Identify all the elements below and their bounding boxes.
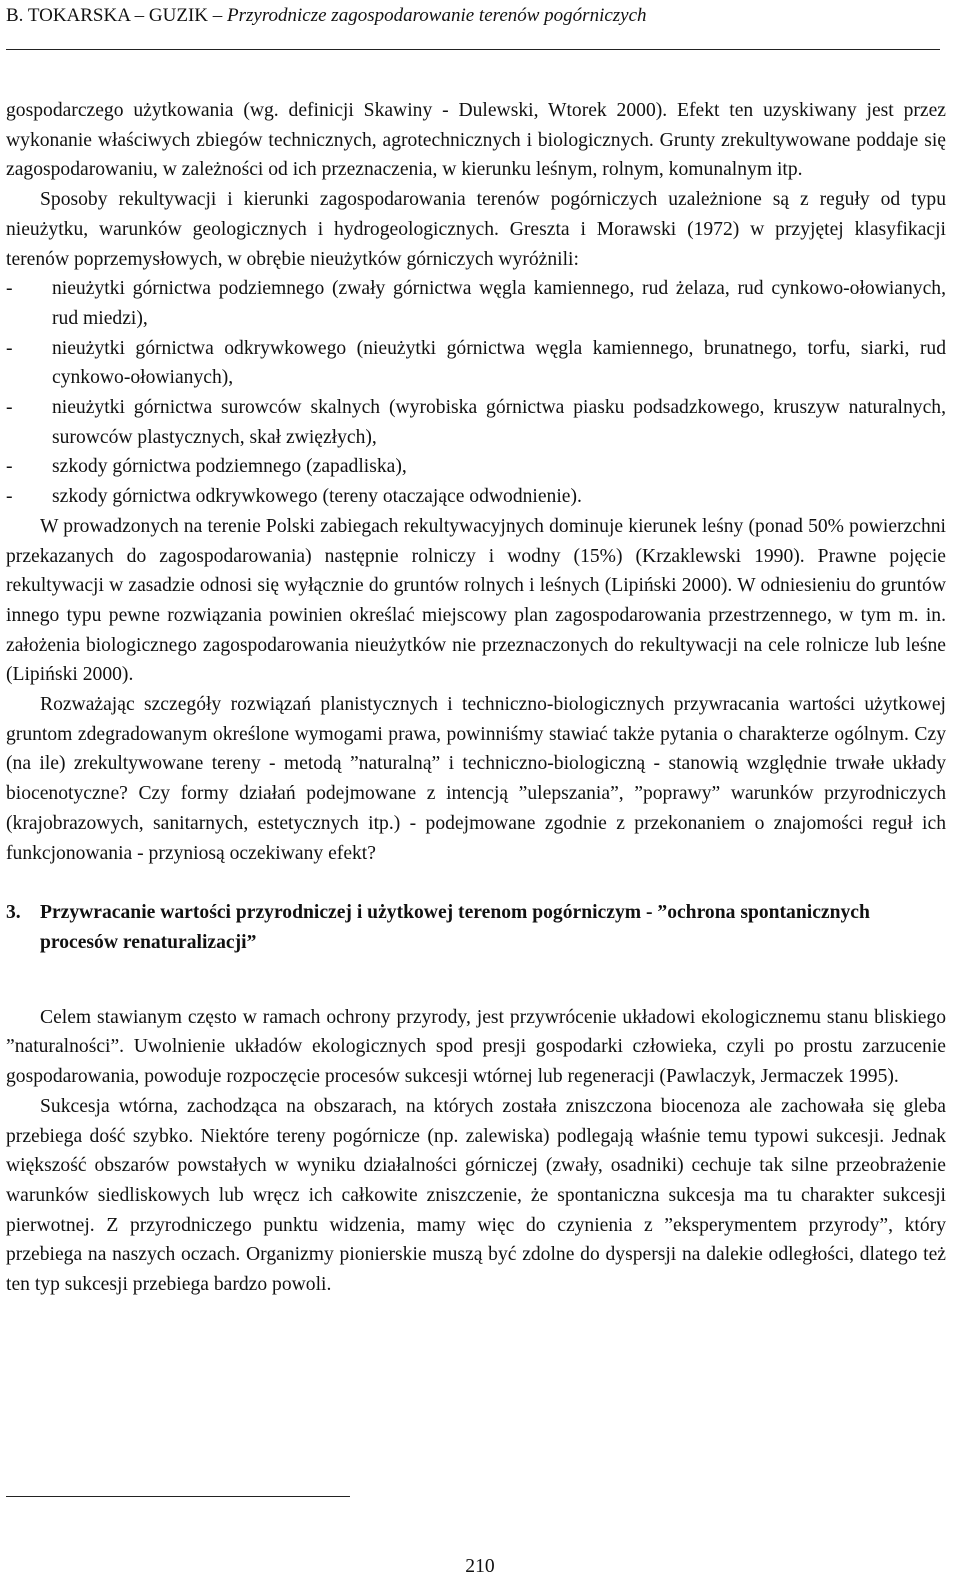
- list-item-text: szkody górnictwa odkrywkowego (tereny otaczające odwodnienie).: [52, 486, 582, 508]
- paragraph: Sposoby rekultywacji i kierunki zagospodarowania terenów pogórniczych uzależnione są z reguły od typu nieużytku, warunków geologicznych i hydrogeologicznych. Greszta i Morawski (1972) w przyjętej klasyfikacji terenów poprzemysłowych, w obrębie nieużytków górniczych wyróżnili:: [6, 189, 946, 270]
- list-item-text: szkody górnictwa podziemnego (zapadliska),: [52, 456, 407, 478]
- footer-rule: [6, 1496, 350, 1497]
- section-number: 3.: [6, 902, 21, 924]
- paragraph: Sukcesja wtórna, zachodząca na obszarach, na których została zniszczona biocenoza ale zachowała się gleba przebiega dość szybko. Niektóre tereny pogórnicze (np. zalewiska) podlegają właśnie temu typowi sukcesji. Jednak większość obszarów powstałych w wyniku działalności górniczej (zwały, osadniki) cechuje tak silne przeobrażenie warunków siedliskowych lub wręcz ich całkowite zniszczenie, że spontaniczna sukcesja ma tu charakter sukcesji pierwotnej. Z przyrodniczego punktu widzenia, mamy więc do czynienia z ”eksperymentem przyrody”, który przebiega na naszych oczach. Organizmy pionierskie muszą być zdolne do dyspersji na dalekie odległości, dlatego też ten typ sukcesji przebiega bardzo powoli.: [6, 1095, 946, 1296]
- list-item-text: nieużytki górnictwa podziemnego (zwały górnictwa węgla kamiennego, rud żelaza, rud cynkowo-ołowianych, rud miedzi),: [52, 278, 946, 329]
- section-title: Przywracanie wartości przyrodniczej i użytkowej terenom pogórniczym - ”ochrona spontanicznych procesów renaturalizacji”: [40, 902, 870, 953]
- header-authors: B. TOKARSKA – GUZIK –: [6, 5, 227, 26]
- list-dash: -: [6, 397, 13, 419]
- list-item: [6, 452, 946, 482]
- spacer: [6, 958, 946, 1003]
- list-dash: -: [6, 337, 13, 359]
- header-rule: [6, 49, 940, 50]
- running-header: [6, 4, 647, 28]
- list-dash: -: [6, 278, 13, 300]
- paragraph: W prowadzonych na terenie Polski zabiegach rekultywacyjnych dominuje kierunek leśny (ponad 50% powierzchni przekazanych do zagospodarowania) następnie rolniczy i wodny (15%) (Krzaklewski 1990). Prawne pojęcie rekultywacji w zasadzie odnosi się wyłącznie do gruntów rolnych i leśnych (Lipiński 2000). W odniesieniu do gruntów innego typu pewne rozwiązania powinien określać miejscowy plan zagospodarowania przestrzennego, w tym m. in. założenia biologicznego zagospodarowania nieużytków nie przeznaczonych do rekultywacji na cele rolnicze lub leśne (Lipiński 2000).: [6, 515, 946, 686]
- classification-list: [6, 274, 946, 512]
- paragraph: Rozważając szczegóły rozwiązań planistycznych i techniczno-biologicznych przywracania wartości użytkowej gruntom zdegradowanym określone wymogami prawa, powinniśmy stawiać także pytania o charakterze ogólnym. Czy (na ile) zrekultywowane tereny - metodą ”naturalną” i techniczno-biologiczną - stanowią względnie trwałe układy biocenotyczne? Czy formy działań podejmowane z intencją ”ulepszania”, ”poprawy” warunków przyrodniczych (krajobrazowych, sanitarnych, estetycznych itp.) - podejmowane zgodnie z przekonaniem o znajomości reguł ich funkcjonowania - przyniosą oczekiwany efekt?: [6, 694, 946, 864]
- list-item: [6, 274, 946, 333]
- list-item: [6, 393, 946, 452]
- header-title: Przyrodnicze zagospodarowanie terenów pogórniczych: [227, 5, 647, 26]
- list-item: [6, 482, 946, 512]
- paragraph: Celem stawianym często w ramach ochrony przyrody, jest przywrócenie układowi ekologicznemu stanu bliskiego ”naturalności”. Uwolnienie układów ekologicznych spod presji gospodarki człowieka, czyli po prostu zarzucenie gospodarowania, powoduje rozpoczęcie procesów sukcesji wtórnej lub regeneracji (Pawlaczyk, Jermaczek 1995).: [6, 1006, 946, 1088]
- page-body: [6, 96, 946, 1300]
- paragraph: gospodarczego użytkowania (wg. definicji Skawiny - Dulewski, Wtorek 2000). Efekt ten uzyskiwany jest przez wykonanie właściwych zbiegów technicznych, agrotechnicznych i biologicznych. Grunty zrekultywowane poddaje się zagospodarowaniu, w zależności od ich przeznaczenia, w kierunku leśnym, rolnym, komunalnym itp.: [6, 100, 946, 181]
- page-number: 210: [465, 1556, 495, 1577]
- list-dash: -: [6, 456, 13, 478]
- list-dash: -: [6, 486, 13, 508]
- list-item: [6, 334, 946, 393]
- section-heading: [6, 898, 946, 957]
- list-item-text: nieużytki górnictwa surowców skalnych (wyrobiska górnictwa piasku podsadzkowego, kruszyw naturalnych, surowców plastycznych, skał zwięzłych),: [52, 397, 946, 448]
- list-item-text: nieużytki górnictwa odkrywkowego (nieużytki górnictwa węgla kamiennego, brunatnego, torfu, siarki, rud cynkowo-ołowianych),: [52, 337, 946, 389]
